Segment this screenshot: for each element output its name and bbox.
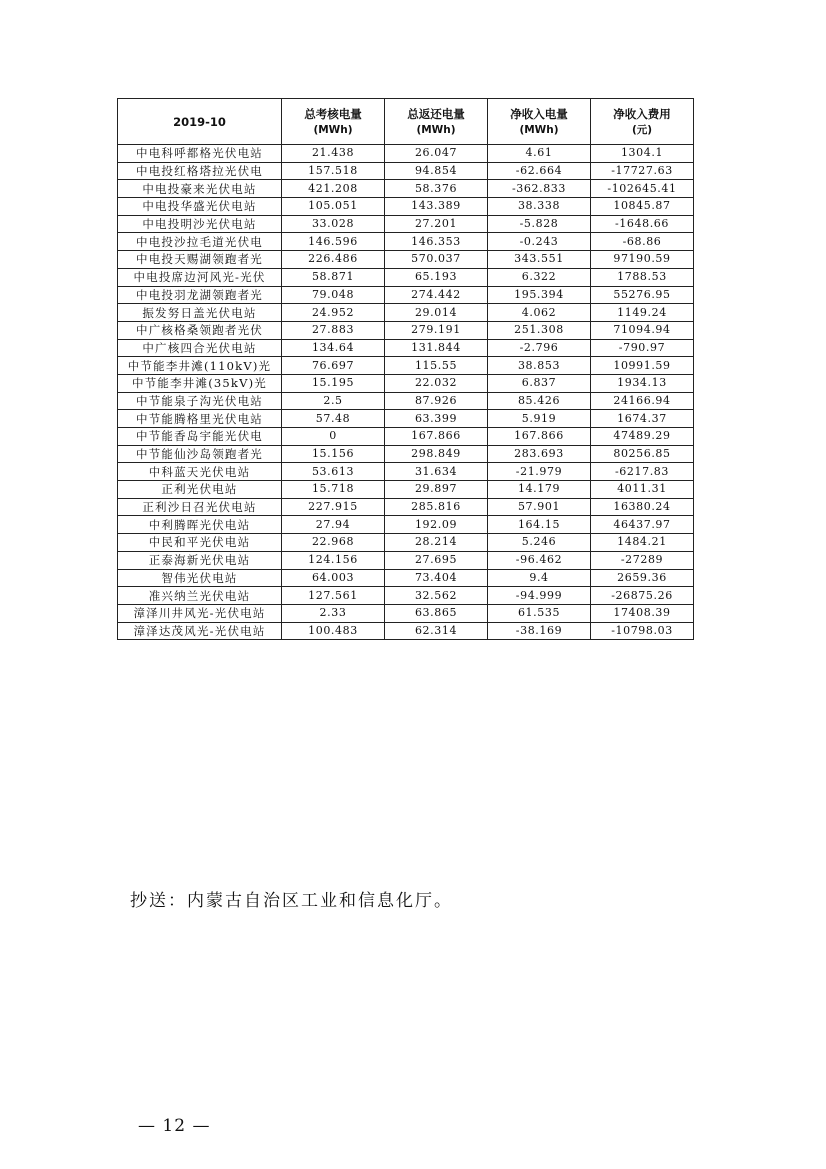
value-cell: 32.562 <box>385 587 488 605</box>
table-row <box>118 215 694 233</box>
value-cell: 80256.85 <box>591 445 694 463</box>
value-cell: 1934.13 <box>591 374 694 392</box>
value-cell: 46437.97 <box>591 516 694 534</box>
value-cell: 298.849 <box>385 445 488 463</box>
value-cell: -10798.03 <box>591 622 694 640</box>
station-name-cell: 正利沙日召光伏电站 <box>118 498 282 516</box>
table-row <box>118 534 694 552</box>
station-name-cell: 中广核格桑领跑者光伏 <box>118 321 282 339</box>
value-cell: -362.833 <box>488 180 591 198</box>
value-cell: -68.86 <box>591 233 694 251</box>
value-cell: -790.97 <box>591 339 694 357</box>
table-row <box>118 339 694 357</box>
value-cell: 1149.24 <box>591 304 694 322</box>
value-cell: 31.634 <box>385 463 488 481</box>
value-cell: 4.062 <box>488 304 591 322</box>
value-cell: 1788.53 <box>591 268 694 286</box>
value-cell: 100.483 <box>282 622 385 640</box>
table-row <box>118 604 694 622</box>
data-table <box>117 98 694 640</box>
value-cell: 1484.21 <box>591 534 694 552</box>
value-cell: 28.214 <box>385 534 488 552</box>
value-cell: -94.999 <box>488 587 591 605</box>
header-period: 2019-10 <box>118 99 282 145</box>
table-row <box>118 622 694 640</box>
station-name-cell: 中电投沙拉毛道光伏电 <box>118 233 282 251</box>
station-name-cell: 智伟光伏电站 <box>118 569 282 587</box>
station-name-cell: 漳泽川井风光-光伏电站 <box>118 604 282 622</box>
value-cell: 15.156 <box>282 445 385 463</box>
value-cell: 146.353 <box>385 233 488 251</box>
value-cell: 58.871 <box>282 268 385 286</box>
value-cell: 57.48 <box>282 410 385 428</box>
table-row <box>118 445 694 463</box>
value-cell: 343.551 <box>488 251 591 269</box>
value-cell: -62.664 <box>488 162 591 180</box>
station-name-cell: 中节能仙沙岛领跑者光 <box>118 445 282 463</box>
value-cell: 87.926 <box>385 392 488 410</box>
value-cell: 65.193 <box>385 268 488 286</box>
value-cell: 421.208 <box>282 180 385 198</box>
table-row <box>118 392 694 410</box>
value-cell: 71094.94 <box>591 321 694 339</box>
value-cell: -21.979 <box>488 463 591 481</box>
value-cell: -38.169 <box>488 622 591 640</box>
value-cell: 22.968 <box>282 534 385 552</box>
value-cell: 55276.95 <box>591 286 694 304</box>
station-name-cell: 正利光伏电站 <box>118 481 282 499</box>
table-row <box>118 268 694 286</box>
table-row <box>118 251 694 269</box>
station-name-cell: 中电投明沙光伏电站 <box>118 215 282 233</box>
value-cell: 9.4 <box>488 569 591 587</box>
value-cell: 157.518 <box>282 162 385 180</box>
value-cell: 4.61 <box>488 145 591 163</box>
station-name-cell: 漳泽达茂风光-光伏电站 <box>118 622 282 640</box>
value-cell: 97190.59 <box>591 251 694 269</box>
table-row <box>118 357 694 375</box>
value-cell: 2.5 <box>282 392 385 410</box>
station-name-cell: 中科蓝天光伏电站 <box>118 463 282 481</box>
header-total-assessed: 总考核电量 (MWh) <box>282 99 385 145</box>
value-cell: 63.865 <box>385 604 488 622</box>
value-cell: 57.901 <box>488 498 591 516</box>
value-cell: 1304.1 <box>591 145 694 163</box>
value-cell: 15.195 <box>282 374 385 392</box>
value-cell: 143.389 <box>385 198 488 216</box>
table-row <box>118 587 694 605</box>
station-name-cell: 准兴纳兰光伏电站 <box>118 587 282 605</box>
value-cell: 124.156 <box>282 551 385 569</box>
value-cell: 15.718 <box>282 481 385 499</box>
value-cell: 79.048 <box>282 286 385 304</box>
station-name-cell: 中电投天赐湖领跑者光 <box>118 251 282 269</box>
value-cell: 73.404 <box>385 569 488 587</box>
value-cell: 61.535 <box>488 604 591 622</box>
table-row <box>118 428 694 446</box>
value-cell: 6.837 <box>488 374 591 392</box>
value-cell: 16380.24 <box>591 498 694 516</box>
value-cell: -1648.66 <box>591 215 694 233</box>
value-cell: 127.561 <box>282 587 385 605</box>
value-cell: 134.64 <box>282 339 385 357</box>
value-cell: 10991.59 <box>591 357 694 375</box>
station-name-cell: 中广核四合光伏电站 <box>118 339 282 357</box>
value-cell: 63.399 <box>385 410 488 428</box>
value-cell: 167.866 <box>488 428 591 446</box>
value-cell: -0.243 <box>488 233 591 251</box>
station-name-cell: 中电投华盛光伏电站 <box>118 198 282 216</box>
value-cell: 131.844 <box>385 339 488 357</box>
value-cell: -5.828 <box>488 215 591 233</box>
value-cell: 274.442 <box>385 286 488 304</box>
value-cell: -102645.41 <box>591 180 694 198</box>
table-row <box>118 145 694 163</box>
station-name-cell: 中电投豪来光伏电站 <box>118 180 282 198</box>
value-cell: -6217.83 <box>591 463 694 481</box>
value-cell: 85.426 <box>488 392 591 410</box>
value-cell: 5.919 <box>488 410 591 428</box>
value-cell: -27289 <box>591 551 694 569</box>
station-name-cell: 中节能香岛宇能光伏电 <box>118 428 282 446</box>
value-cell: 167.866 <box>385 428 488 446</box>
value-cell: 195.394 <box>488 286 591 304</box>
value-cell: 29.897 <box>385 481 488 499</box>
table-row <box>118 286 694 304</box>
value-cell: 226.486 <box>282 251 385 269</box>
value-cell: 14.179 <box>488 481 591 499</box>
value-cell: 10845.87 <box>591 198 694 216</box>
value-cell: 47489.29 <box>591 428 694 446</box>
station-name-cell: 中电投羽龙湖领跑者光 <box>118 286 282 304</box>
value-cell: 251.308 <box>488 321 591 339</box>
value-cell: 5.246 <box>488 534 591 552</box>
station-name-cell: 中电投席边河风光-光伏 <box>118 268 282 286</box>
table-row <box>118 233 694 251</box>
station-name-cell: 振发努日盖光伏电站 <box>118 304 282 322</box>
value-cell: 279.191 <box>385 321 488 339</box>
value-cell: 24166.94 <box>591 392 694 410</box>
table-row <box>118 551 694 569</box>
table-row <box>118 374 694 392</box>
value-cell: 27.201 <box>385 215 488 233</box>
value-cell: 27.94 <box>282 516 385 534</box>
value-cell: 227.915 <box>282 498 385 516</box>
value-cell: 1674.37 <box>591 410 694 428</box>
header-net-fee: 净收入费用 (元) <box>591 99 694 145</box>
value-cell: 22.032 <box>385 374 488 392</box>
table-row <box>118 481 694 499</box>
value-cell: 105.051 <box>282 198 385 216</box>
value-cell: 24.952 <box>282 304 385 322</box>
header-net-energy: 净收入电量 (MWh) <box>488 99 591 145</box>
value-cell: 146.596 <box>282 233 385 251</box>
table-row <box>118 162 694 180</box>
value-cell: 76.697 <box>282 357 385 375</box>
value-cell: 4011.31 <box>591 481 694 499</box>
value-cell: 283.693 <box>488 445 591 463</box>
table-row <box>118 569 694 587</box>
table-header-row <box>118 99 694 145</box>
station-name-cell: 中节能李井滩(110kV)光 <box>118 357 282 375</box>
table-row <box>118 463 694 481</box>
table-row <box>118 516 694 534</box>
value-cell: 2.33 <box>282 604 385 622</box>
value-cell: -96.462 <box>488 551 591 569</box>
value-cell: 0 <box>282 428 385 446</box>
table-row <box>118 180 694 198</box>
station-name-cell: 中节能李井滩(35kV)光 <box>118 374 282 392</box>
value-cell: 570.037 <box>385 251 488 269</box>
value-cell: 27.883 <box>282 321 385 339</box>
value-cell: 192.09 <box>385 516 488 534</box>
station-name-cell: 中利腾晖光伏电站 <box>118 516 282 534</box>
station-name-cell: 中电科呼都格光伏电站 <box>118 145 282 163</box>
value-cell: 21.438 <box>282 145 385 163</box>
station-name-cell: 中节能腾格里光伏电站 <box>118 410 282 428</box>
value-cell: 17408.39 <box>591 604 694 622</box>
value-cell: 6.322 <box>488 268 591 286</box>
cc-line: 抄送：内蒙古自治区工业和信息化厅。 <box>130 891 453 911</box>
value-cell: 33.028 <box>282 215 385 233</box>
table-body <box>118 145 694 640</box>
value-cell: -2.796 <box>488 339 591 357</box>
value-cell: 29.014 <box>385 304 488 322</box>
table-row <box>118 304 694 322</box>
station-name-cell: 中节能泉子沟光伏电站 <box>118 392 282 410</box>
value-cell: 38.853 <box>488 357 591 375</box>
value-cell: 27.695 <box>385 551 488 569</box>
station-name-cell: 中电投红格塔拉光伏电 <box>118 162 282 180</box>
value-cell: -26875.26 <box>591 587 694 605</box>
station-name-cell: 正泰海新光伏电站 <box>118 551 282 569</box>
table-row <box>118 198 694 216</box>
value-cell: 62.314 <box>385 622 488 640</box>
value-cell: 53.613 <box>282 463 385 481</box>
value-cell: 26.047 <box>385 145 488 163</box>
header-total-returned: 总返还电量 (MWh) <box>385 99 488 145</box>
value-cell: 64.003 <box>282 569 385 587</box>
value-cell: 285.816 <box>385 498 488 516</box>
value-cell: 115.55 <box>385 357 488 375</box>
value-cell: -17727.63 <box>591 162 694 180</box>
table-row <box>118 321 694 339</box>
value-cell: 38.338 <box>488 198 591 216</box>
page-number: — 12 — <box>138 1116 211 1136</box>
value-cell: 2659.36 <box>591 569 694 587</box>
value-cell: 164.15 <box>488 516 591 534</box>
table-row <box>118 410 694 428</box>
value-cell: 58.376 <box>385 180 488 198</box>
table-row <box>118 498 694 516</box>
value-cell: 94.854 <box>385 162 488 180</box>
station-name-cell: 中民和平光伏电站 <box>118 534 282 552</box>
